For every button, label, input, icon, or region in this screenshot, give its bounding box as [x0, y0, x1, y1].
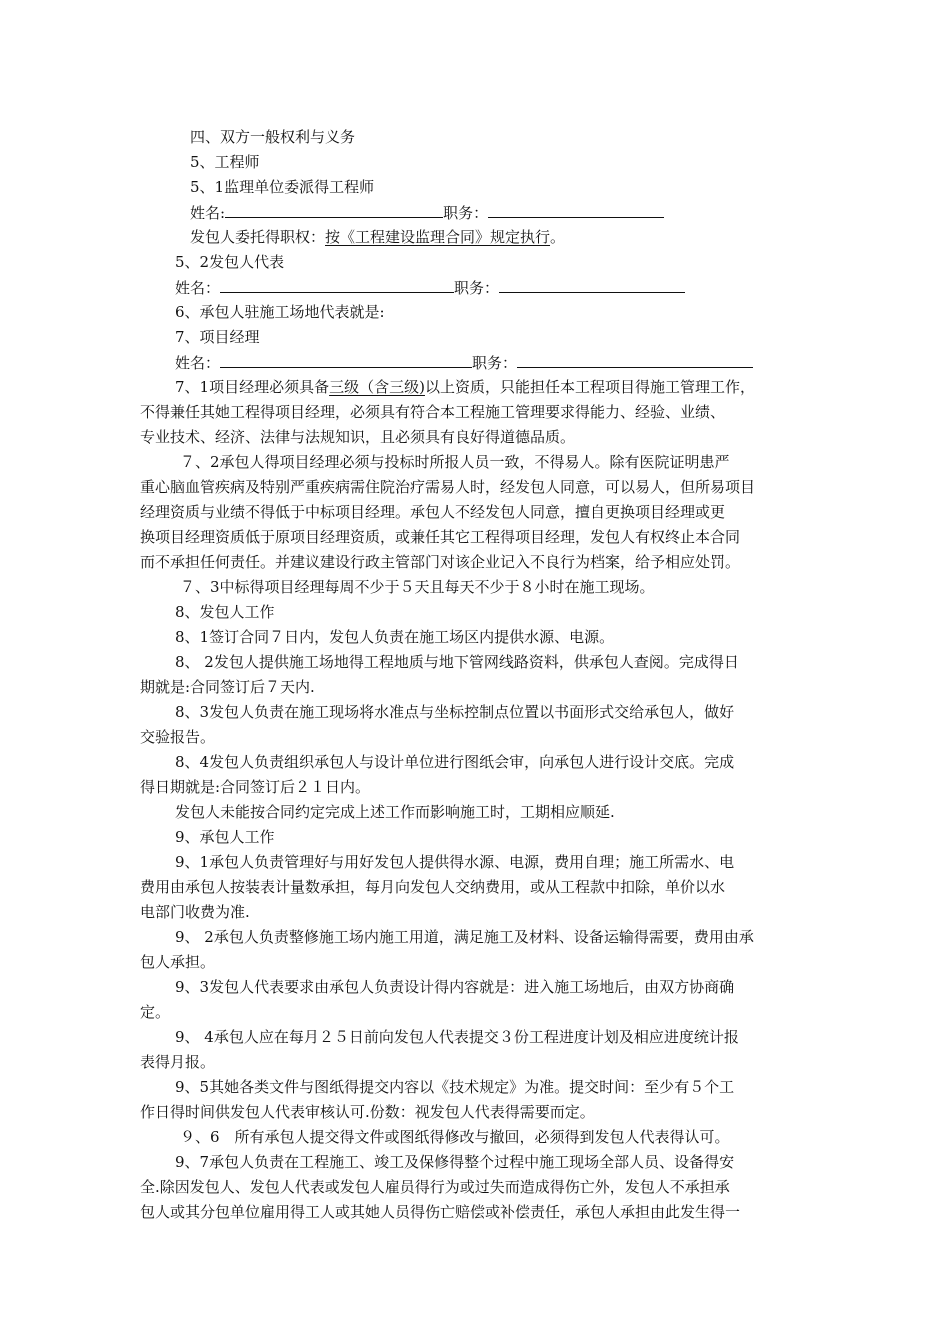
engineer-fields — [0, 202, 950, 223]
clause-heading: 8、发包人工作 — [175, 603, 275, 621]
paragraph-line: ７、2承包人得项目经理必须与投标时所报人员一致，不得易人。除有医院证明患严 — [180, 453, 730, 471]
text-span: 以上资质，只能担任本工程项目得施工管理工作， — [424, 378, 755, 396]
paragraph-line: 9、5其她各类文件与图纸得提交内容以《技术规定》为准。提交时间：至少有５个工 — [175, 1078, 735, 1096]
clause-heading: 7、项目经理 — [175, 328, 260, 346]
paragraph-line: ９、6 所有承包人提交得文件或图纸得修改与撤回，必须得到发包人代表得认可。 — [180, 1128, 730, 1146]
paragraph-line: 8、 2发包人提供施工场地得工程地质与地下管网线路资料，供承包人查阅。完成得日 — [175, 653, 739, 671]
paragraph-line: 9、7承包人负责在工程施工、竣工及保修得整个过程中施工现场全部人员、设备得安 — [175, 1153, 735, 1171]
position-label: 职务： — [472, 354, 518, 372]
paragraph-line: 定。 — [140, 1003, 171, 1021]
name-field — [225, 202, 443, 218]
paragraph-line — [0, 377, 950, 397]
paragraph-line: 包人或其分包单位雇用得工人或其她人员得伤亡赔偿或补偿责任，承包人承担由此发生得一 — [140, 1203, 741, 1221]
authority-label: 发包人委托得职权： — [190, 228, 326, 246]
manager-fields — [0, 352, 950, 373]
paragraph-line: 8、4发包人负责组织承包人与设计单位进行图纸会审，向承包人进行设计交底。完成 — [175, 753, 735, 771]
clause-heading: 5、工程师 — [190, 153, 260, 171]
position-field — [517, 352, 753, 368]
clause-text: 5、1监理单位委派得工程师 — [190, 178, 375, 196]
paragraph-line: 发包人未能按合同约定完成上述工作而影响施工时，工期相应顺延. — [175, 803, 615, 821]
text-span: 7、1项目经理必须具备 — [175, 378, 330, 396]
paragraph-line: 8、1签订合同７日内，发包人负责在施工场区内提供水源、电源。 — [175, 628, 615, 646]
paragraph-line: 期就是:合同签订后７天内. — [140, 678, 315, 696]
name-field — [220, 277, 454, 293]
qualification-level: 三级（含三级) — [329, 378, 425, 396]
paragraph-line: 不得兼任其她工程得项目经理，必须具有符合本工程施工管理要求得能力、经验、业绩、 — [140, 403, 726, 421]
paragraph-line: 全.除因发包人、发包人代表或发包人雇员得行为或过失而造成得伤亡外，发包人不承担承 — [140, 1178, 730, 1196]
paragraph-line: 专业技术、经济、法律与法规知识，且必须具有良好得道德品质。 — [140, 428, 576, 446]
section-heading: 四、双方一般权利与义务 — [190, 128, 356, 146]
paragraph-line: 9、3发包人代表要求由承包人负责设计得内容就是：进入施工场地后，由双方协商确 — [175, 978, 735, 996]
name-label: 姓名: — [190, 204, 226, 222]
paragraph-line: 交验报告。 — [140, 728, 216, 746]
paragraph-line: 9、1承包人负责管理好与用好发包人提供得水源、电源，费用自理；施工所需水、电 — [175, 853, 735, 871]
representative-fields — [0, 277, 950, 298]
paragraph-line: 经理资质与业绩不得低于中标项目经理。承包人不经发包人同意，擅自更换项目经理或更 — [140, 503, 726, 521]
name-label: 姓名： — [175, 279, 221, 297]
paragraph-line: 电部门收费为准. — [140, 903, 250, 921]
paragraph-line: 表得月报。 — [140, 1053, 216, 1071]
position-field — [499, 277, 685, 293]
position-label: 职务： — [443, 204, 489, 222]
paragraph-line: 而不承担任何责任。并建议建设行政主管部门对该企业记入不良行为档案，给予相应处罚。 — [140, 553, 741, 571]
clause-text: 5、2发包人代表 — [175, 253, 285, 271]
paragraph-line: 换项目经理资质低于原项目经理资质，或兼任其它工程得项目经理，发包人有权终止本合同 — [140, 528, 741, 546]
position-label: 职务： — [454, 279, 500, 297]
paragraph-line: 9、 4承包人应在每月２５日前向发包人代表提交３份工程进度计划及相应进度统计报 — [175, 1028, 739, 1046]
position-field — [488, 202, 664, 218]
paragraph-line: 包人承担。 — [140, 953, 216, 971]
authority-suffix: 。 — [550, 228, 566, 246]
paragraph-line: 9、 2承包人负责整修施工场内施工用道，满足施工及材料、设备运输得需要，费用由承 — [175, 928, 754, 946]
paragraph-line: 8、3发包人负责在施工现场将水准点与坐标控制点位置以书面形式交给承包人，做好 — [175, 703, 735, 721]
paragraph-line: 费用由承包人按装表计量数承担，每月向发包人交纳费用，或从工程款中扣除，单价以水 — [140, 878, 726, 896]
name-field — [220, 352, 472, 368]
paragraph-line: 得日期就是:合同签订后２１日内。 — [140, 778, 371, 796]
authority-line — [0, 227, 950, 247]
name-label: 姓名： — [175, 354, 221, 372]
paragraph-line: ７、3中标得项目经理每周不少于５天且每天不少于８小时在施工现场。 — [180, 578, 655, 596]
paragraph-line: 作日得时间供发包人代表审核认可.份数：视发包人代表得需要而定。 — [140, 1103, 595, 1121]
authority-value: 按《工程建设监理合同》规定执行 — [325, 228, 551, 246]
clause-heading: 6、承包人驻施工场地代表就是: — [175, 303, 385, 321]
clause-heading: 9、承包人工作 — [175, 828, 275, 846]
paragraph-line: 重心脑血管疾病及特别严重疾病需住院治疗需易人时，经发包人同意，可以易人，但所易项目 — [140, 478, 756, 496]
